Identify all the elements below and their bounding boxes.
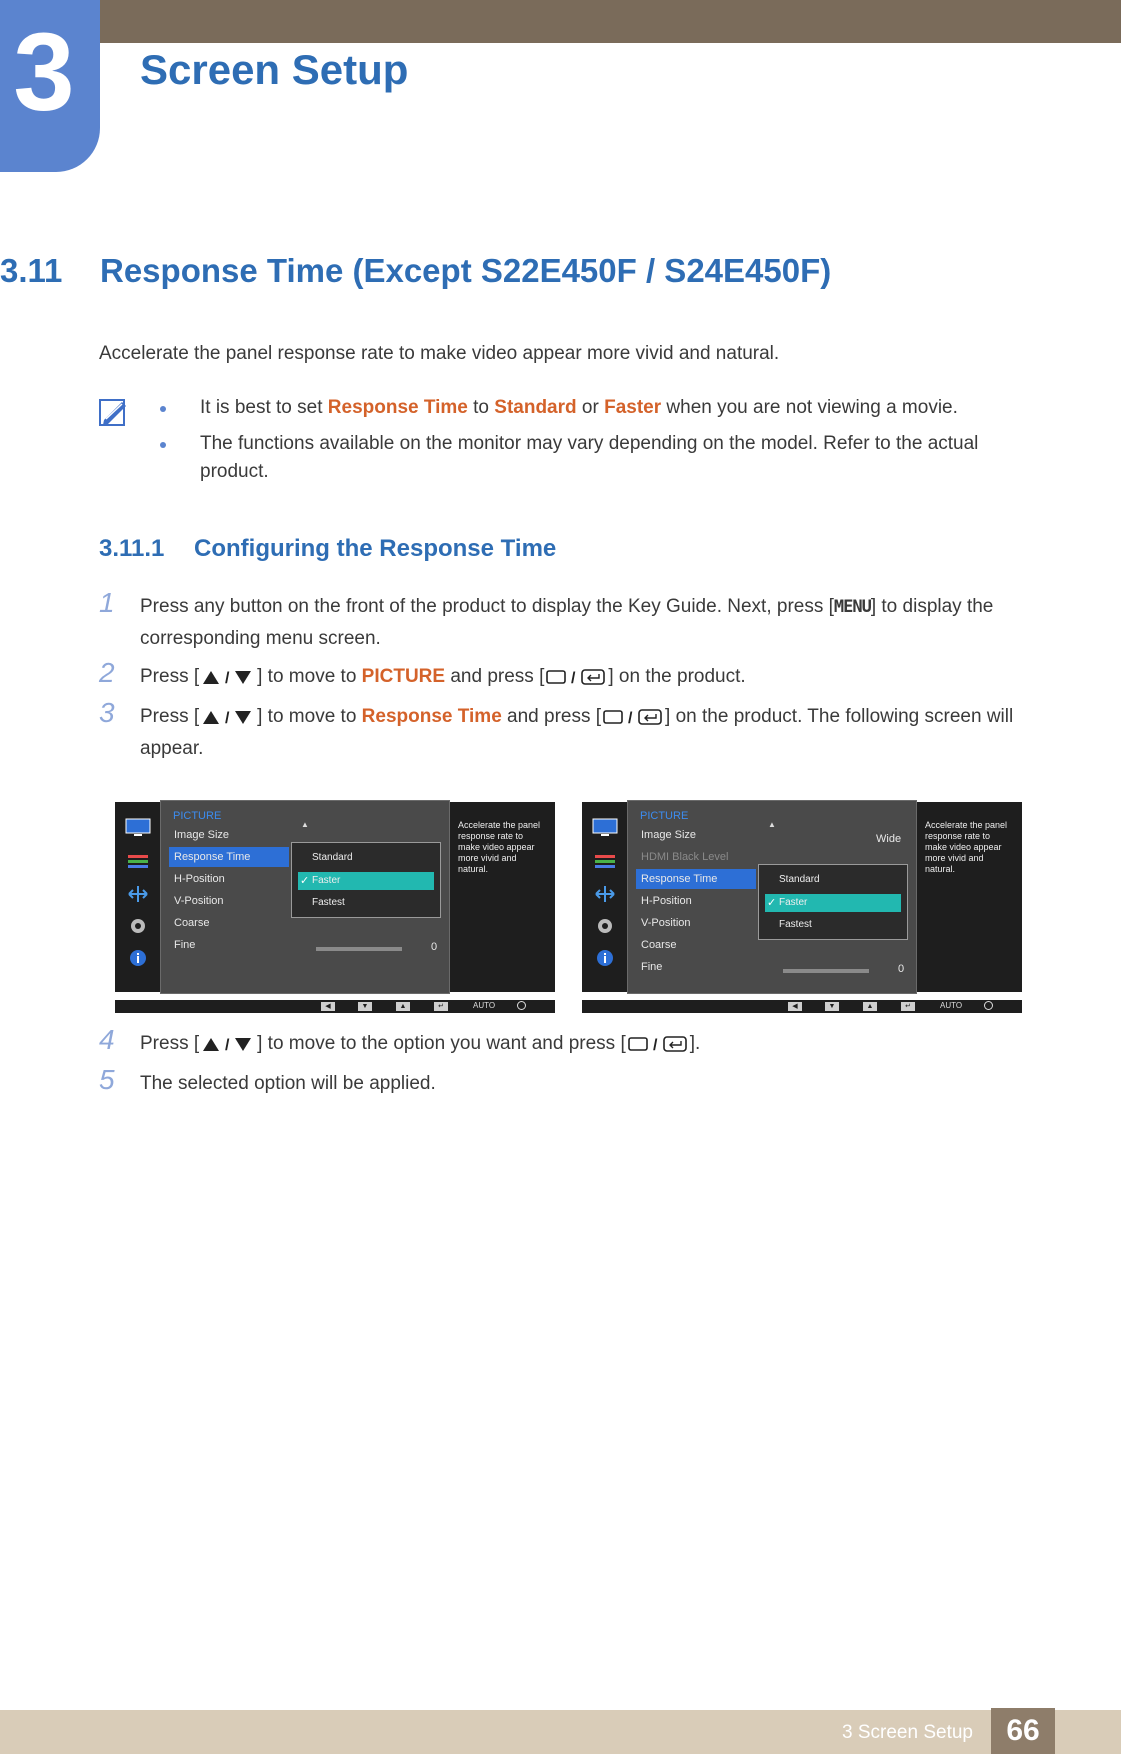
key-separator: / <box>571 669 576 687</box>
fine-slider[interactable] <box>316 947 402 951</box>
key-separator: / <box>652 1036 658 1054</box>
scroll-up-icon: ▲ <box>301 820 309 829</box>
note-item: It is best to set Response Time to Standard or Faster when you are not viewing a movie. <box>156 394 1016 422</box>
up-down-key-icon <box>199 708 257 726</box>
chapter-title: Screen Setup <box>140 46 409 93</box>
osd-menu-item[interactable]: H-Position <box>641 895 692 907</box>
osd-main-pane <box>160 800 450 994</box>
page-number: 66 <box>991 1708 1055 1754</box>
subsection-title: Configuring the Response Time <box>194 535 557 562</box>
intro-paragraph: Accelerate the panel response rate to make video appear more vivid and natural. <box>99 343 780 364</box>
step-number: 5 <box>99 1064 115 1095</box>
scroll-up-icon: ▲ <box>768 820 776 829</box>
osd-side-icons <box>582 802 627 992</box>
step-3: 3 Press [ / ] to move to Response Time and press [ / ] on the product. The following screen will appear. <box>99 697 1014 759</box>
note-item: The functions available on the monitor may vary depending on the model. Refer to the actual product. <box>156 430 1016 486</box>
option-fastest[interactable]: Fastest <box>779 919 812 930</box>
top-bar <box>0 0 1121 43</box>
step-4: 4 Press [ / ] to move to the option you want and press [ / ]. <box>99 1024 701 1055</box>
gear-icon <box>125 916 151 936</box>
osd-menu-item[interactable]: V-Position <box>641 917 691 929</box>
osd-menu-item[interactable]: Fine <box>174 939 196 951</box>
highlight-picture: PICTURE <box>361 666 446 687</box>
osd-menu-item[interactable]: H-Position <box>174 873 225 885</box>
step-number: 4 <box>99 1024 115 1055</box>
highlight-faster: Faster <box>604 397 662 418</box>
step-2: 2 Press [ / ] to move to PICTURE and press [ / ] on the product. <box>99 657 746 688</box>
option-faster[interactable]: ✓ Faster <box>298 872 434 890</box>
check-icon: ✓ <box>767 897 777 909</box>
key-separator: / <box>628 709 633 727</box>
section-heading <box>0 252 831 290</box>
left-button-icon: ◀ <box>321 1002 335 1011</box>
osd-guide-text: Accelerate the panel response rate to make video appear more vivid and natural. <box>917 802 1022 992</box>
size-position-icon <box>592 884 618 904</box>
footer-chapter-label: 3 Screen Setup <box>842 1722 973 1743</box>
color-bars-icon <box>125 852 151 872</box>
footer-bar <box>0 1710 1121 1754</box>
power-icon <box>984 1001 993 1010</box>
down-button-icon: ▼ <box>358 1002 372 1011</box>
response-time-options <box>758 864 908 940</box>
highlight-response-time: Response Time <box>327 397 468 418</box>
fine-value: 0 <box>431 941 438 953</box>
osd-menu-title: PICTURE <box>640 810 689 822</box>
section-title: Response Time (Except S22E450F / S24E450F) <box>100 252 832 289</box>
section-number: 3.11 <box>0 252 63 289</box>
enter-button-icon: ↵ <box>901 1002 915 1011</box>
step-number: 1 <box>99 587 115 618</box>
source-enter-key-icon <box>601 707 665 727</box>
step-number: 3 <box>99 697 115 728</box>
subsection-heading <box>99 535 556 563</box>
osd-menu-item[interactable]: Fine <box>641 961 663 973</box>
fine-slider[interactable] <box>783 969 869 973</box>
check-icon: ✓ <box>300 875 310 887</box>
osd-menu-item-selected[interactable]: Response Time <box>169 847 289 867</box>
note-list <box>156 394 1016 494</box>
info-icon <box>125 948 151 968</box>
osd-main-pane <box>627 800 917 994</box>
option-standard[interactable]: Standard <box>779 874 820 885</box>
highlight-standard: Standard <box>494 397 577 418</box>
option-fastest[interactable]: Fastest <box>312 897 345 908</box>
chapter-number: 3 <box>13 11 75 134</box>
option-standard[interactable]: Standard <box>312 852 353 863</box>
image-size-value: Wide <box>876 833 902 845</box>
info-icon <box>592 948 618 968</box>
step-5: 5 The selected option will be applied. <box>99 1064 436 1095</box>
up-button-icon: ▲ <box>863 1002 877 1011</box>
auto-label: AUTO <box>940 1001 963 1010</box>
up-button-icon: ▲ <box>396 1002 410 1011</box>
step-number: 2 <box>99 657 115 688</box>
osd-menu-item[interactable]: Image Size <box>174 829 230 841</box>
enter-button-icon: ↵ <box>434 1002 448 1011</box>
osd-menu-item[interactable]: Coarse <box>174 917 210 929</box>
monitor-icon <box>592 818 618 838</box>
osd-menu-item[interactable]: V-Position <box>174 895 224 907</box>
osd-menu-item[interactable]: Coarse <box>641 939 677 951</box>
size-position-icon <box>125 884 151 904</box>
osd-key-guide-bar <box>582 1000 1022 1013</box>
response-time-options <box>291 842 441 918</box>
source-enter-key-icon <box>544 667 608 687</box>
source-enter-key-icon <box>626 1034 690 1054</box>
osd-screenshot-right <box>582 800 1022 1014</box>
color-bars-icon <box>592 852 618 872</box>
osd-side-icons <box>115 802 160 992</box>
key-separator: / <box>225 709 230 726</box>
key-separator: / <box>225 1036 230 1053</box>
fine-value: 0 <box>898 963 905 975</box>
osd-key-guide-bar <box>115 1000 555 1013</box>
up-down-key-icon <box>199 668 257 686</box>
step-1: 1 Press any button on the front of the product to display the Key Guide. Next, press [MENU] to display the corresponding menu screen. <box>99 587 994 649</box>
down-button-icon: ▼ <box>825 1002 839 1011</box>
chapter-tab <box>0 0 100 172</box>
osd-menu-item[interactable]: Image Size <box>641 829 697 841</box>
auto-label: AUTO <box>473 1001 496 1010</box>
osd-menu-item-disabled: HDMI Black Level <box>641 851 729 863</box>
highlight-response-time: Response Time <box>361 706 502 727</box>
osd-menu-item-selected[interactable]: Response Time <box>636 869 756 889</box>
subsection-number: 3.11.1 <box>99 535 165 562</box>
monitor-icon <box>125 818 151 838</box>
left-button-icon: ◀ <box>788 1002 802 1011</box>
power-icon <box>517 1001 526 1010</box>
gear-icon <box>592 916 618 936</box>
osd-screenshot-left <box>115 800 555 1014</box>
osd-guide-text: Accelerate the panel response rate to make video appear more vivid and natural. <box>450 802 555 992</box>
menu-key-icon: MENU <box>833 597 871 617</box>
up-down-key-icon <box>199 1035 257 1053</box>
osd-menu-title: PICTURE <box>173 810 222 822</box>
option-faster[interactable]: ✓ Faster <box>765 894 901 912</box>
key-separator: / <box>225 669 230 686</box>
note-icon <box>98 396 130 428</box>
